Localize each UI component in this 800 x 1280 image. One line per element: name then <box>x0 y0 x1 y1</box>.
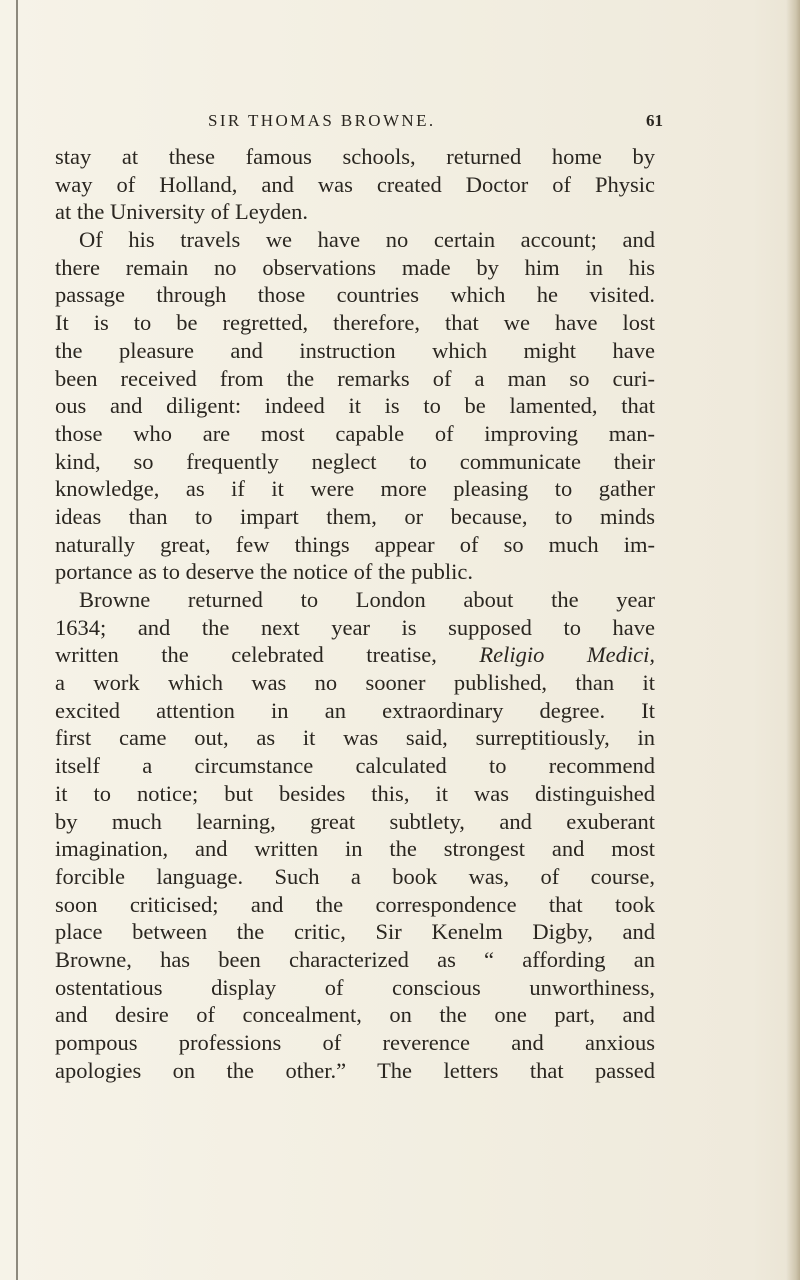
running-head <box>208 111 663 137</box>
text-line: forcible language. Such a book was, of course, <box>55 863 655 889</box>
text-line: itself a circumstance calculated to recommend <box>55 753 655 779</box>
text-line: apologies on the other.” The letters that passed <box>55 1057 655 1083</box>
running-title: SIR THOMAS BROWNE. <box>208 111 436 130</box>
text-line: a work which was no sooner published, than it <box>55 670 655 696</box>
text-line: the pleasure and instruction which might have <box>55 337 655 363</box>
text-line: place between the critic, Sir Kenelm Digby, and <box>55 919 655 945</box>
text-line: there remain no observations made by him in his <box>55 254 655 280</box>
text-line: kind, so frequently neglect to communicate their <box>55 448 655 474</box>
text-line: portance as to deserve the notice of the public. <box>55 559 473 585</box>
text-line: ous and diligent: indeed it is to be lamented, that <box>55 393 655 419</box>
text-line: It is to be regretted, therefore, that we have lost <box>55 310 655 336</box>
body-text <box>55 143 655 1084</box>
text-line: stay at these famous schools, returned home by <box>55 144 655 169</box>
text-line: excited attention in an extraordinary degree. It <box>55 697 655 723</box>
text-line: at the University of Leyden. <box>55 199 309 225</box>
text-line: 1634; and the next year is supposed to have <box>55 614 655 640</box>
text-line: those who are most capable of improving man- <box>55 420 655 446</box>
text-line: ideas than to impart them, or because, to minds <box>55 503 655 529</box>
italic-title: Religio Medici, <box>479 642 655 668</box>
page-number: 61 <box>646 111 663 130</box>
text-line: naturally great, few things appear of so much im- <box>55 531 655 557</box>
text-line: it to notice; but besides this, it was distinguished <box>55 780 655 806</box>
text-line: knowledge, as if it were more pleasing to gather <box>55 476 655 502</box>
text-line: imagination, and written in the strongest and most <box>55 836 655 862</box>
text-line: passage through those countries which he visited. <box>55 282 655 308</box>
text-line: ostentatious display of conscious unworthiness, <box>55 974 655 1000</box>
text-line: and desire of concealment, on the one part, and <box>55 1002 655 1028</box>
text-line: Browne returned to London about the year <box>79 587 655 612</box>
text-line: soon criticised; and the correspondence that took <box>55 891 655 917</box>
text-line: Browne, has been characterized as “ affording an <box>55 946 655 972</box>
page-gutter-shadow <box>786 0 800 1280</box>
text-line: way of Holland, and was created Doctor of Physic <box>55 171 655 197</box>
text-line: been received from the remarks of a man so curi- <box>55 365 655 391</box>
text-line: first came out, as it was said, surreptitiously, in <box>55 725 655 751</box>
text-line: by much learning, great subtlety, and exuberant <box>55 808 655 834</box>
text-segment: written the celebrated treatise, <box>55 642 480 668</box>
text-line: pompous professions of reverence and anxious <box>55 1030 655 1055</box>
text-line-with-title <box>55 641 655 669</box>
page-edge-line <box>16 0 18 1280</box>
text-line: Of his travels we have no certain account; and <box>79 227 655 253</box>
